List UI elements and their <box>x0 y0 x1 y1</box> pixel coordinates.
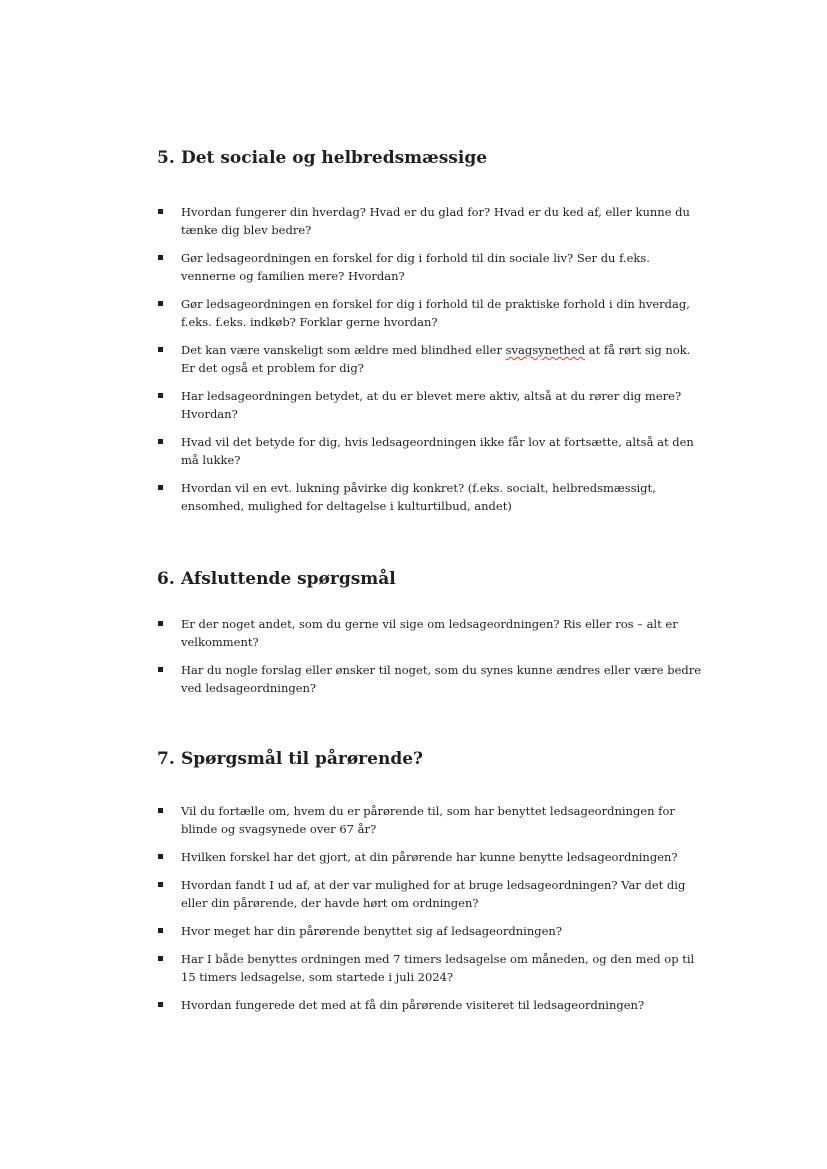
list-item: Har I både benyttes ordningen med 7 timers ledsagelse om måneden, og den med op til 15 timers ledsagelse, som startede i juli 2024? <box>157 950 707 986</box>
section-number: 6. <box>157 569 175 589</box>
list-item: Er der noget andet, som du gerne vil sige om ledsageordningen? Ris eller ros – alt er velkomment? <box>157 615 707 651</box>
section-title: Spørgsmål til pårørende? <box>181 749 423 769</box>
list-item: Hvad vil det betyde for dig, hvis ledsageordningen ikke får lov at fortsætte, altså at den må lukke? <box>157 433 707 469</box>
list-item: Hvordan vil en evt. lukning påvirke dig konkret? (f.eks. socialt, helbredsmæssigt, ensomhed, mulighed for deltagelse i kulturtilbud, andet) <box>157 479 707 515</box>
list-item: Hvilken forskel har det gjort, at din pårørende har kunne benytte ledsageordningen? <box>157 848 707 866</box>
bullet-icon <box>158 667 163 672</box>
list-item: Hvor meget har din pårørende benyttet sig af ledsageordningen? <box>157 922 707 940</box>
section-title: Det sociale og helbredsmæssige <box>181 148 488 168</box>
bullet-icon <box>158 393 163 398</box>
spellcheck-flagged-word: svagsynethed <box>505 343 586 357</box>
bullet-icon <box>158 347 163 352</box>
list-item: Gør ledsageordningen en forskel for dig i forhold til de praktiske forhold i din hverdag, f.eks. f.eks. indkøb? Forklar gerne hvordan? <box>157 295 707 331</box>
section-6-heading <box>157 569 396 589</box>
section-5-questions <box>157 203 707 515</box>
bullet-icon <box>158 255 163 260</box>
list-item: Gør ledsageordningen en forskel for dig i forhold til din sociale liv? Ser du f.eks. vennerne og familien mere? Hvordan? <box>157 249 707 285</box>
section-5-heading <box>157 148 487 168</box>
section-number: 7. <box>157 749 175 769</box>
section-6-questions <box>157 615 707 697</box>
bullet-icon <box>158 854 163 859</box>
bullet-icon <box>158 621 163 626</box>
bullet-icon <box>158 808 163 813</box>
section-7-heading <box>157 749 423 769</box>
bullet-icon <box>158 1002 163 1007</box>
bullet-icon <box>158 439 163 444</box>
section-title: Afsluttende spørgsmål <box>181 569 396 589</box>
list-item: Vil du fortælle om, hvem du er pårørende til, som har benyttet ledsageordningen for blinde og svagsynede over 67 år? <box>157 802 707 838</box>
list-item: Det kan være vanskeligt som ældre med blindhed eller svagsynethed at få rørt sig nok. Er det også et problem for dig? <box>157 341 707 377</box>
list-item: Hvordan fungerer din hverdag? Hvad er du glad for? Hvad er du ked af, eller kunne du tænke dig blev bedre? <box>157 203 707 239</box>
bullet-icon <box>158 956 163 961</box>
bullet-icon <box>158 882 163 887</box>
section-7-questions <box>157 802 707 1014</box>
section-number: 5. <box>157 148 175 168</box>
bullet-icon <box>158 209 163 214</box>
list-item: Hvordan fandt I ud af, at der var mulighed for at bruge ledsageordningen? Var det dig eller din pårørende, der havde hørt om ordningen? <box>157 876 707 912</box>
bullet-icon <box>158 928 163 933</box>
bullet-icon <box>158 301 163 306</box>
list-item: Har ledsageordningen betydet, at du er blevet mere aktiv, altså at du rører dig mere? Hvordan? <box>157 387 707 423</box>
list-item: Har du nogle forslag eller ønsker til noget, som du synes kunne ændres eller være bedre ved ledsageordningen? <box>157 661 707 697</box>
list-item: Hvordan fungerede det med at få din pårørende visiteret til ledsageordningen? <box>157 996 707 1014</box>
bullet-icon <box>158 485 163 490</box>
